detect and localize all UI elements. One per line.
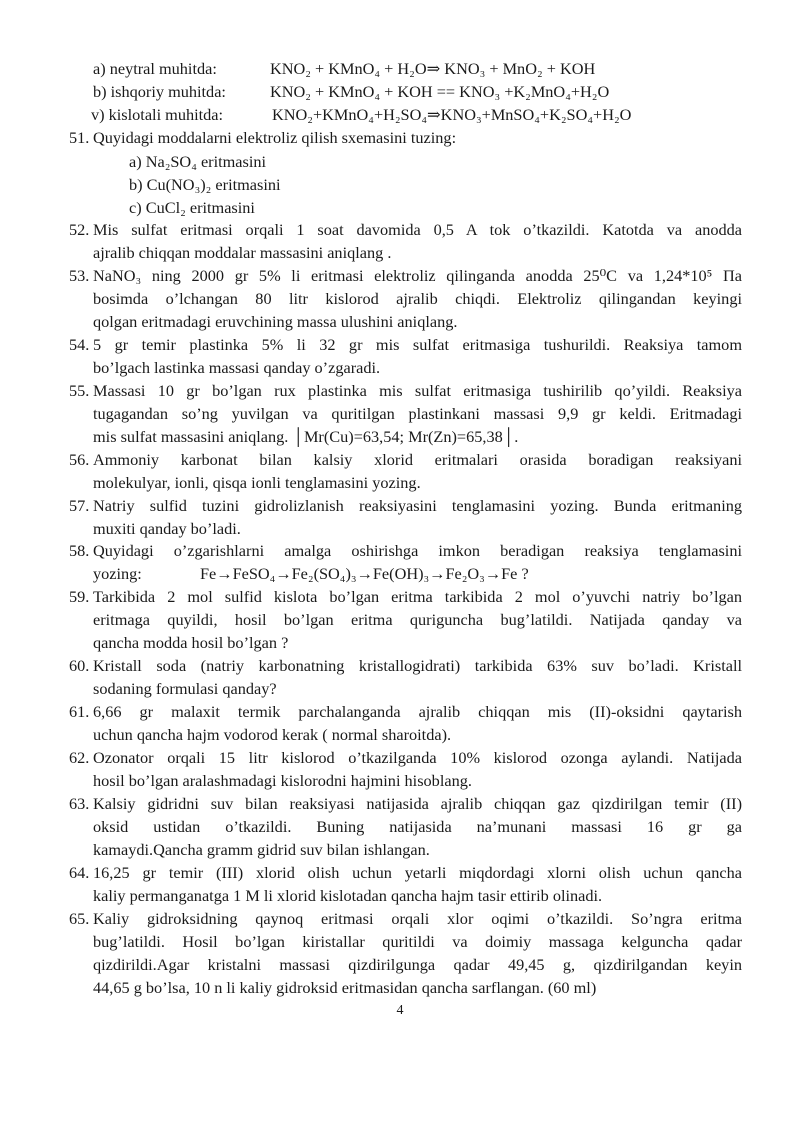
question-text: kamaydi.Qancha gramm gidrid suv bilan ishlangan.: [93, 840, 430, 859]
question-number: 51.: [69, 128, 90, 147]
question-text: Massasi 10 gr bo’lgan rux plastinka mis sulfat eritmasiga tushirilib qo’yildi. Reaksiya: [93, 381, 742, 400]
question-text: yozing:: [93, 564, 142, 583]
question-number: 58.: [69, 541, 90, 560]
question-text: Natriy sulfid tuzini gidrolizlanish reaksiyasini tenglamasini yozing. Bunda eritmaning: [93, 496, 742, 515]
question-number: 54.: [69, 335, 90, 354]
equation-text: KNO₂+KMnO₄+H₂SO₄⇒KNO₃+MnSO₄+K₂SO₄+H₂O: [272, 105, 632, 124]
question-number: 62.: [69, 748, 90, 767]
option-text: a) Na₂SO₄ eritmasini: [129, 152, 267, 171]
question-text: uchun qancha hajm vodorod kerak ( normal sharoitda).: [93, 725, 452, 744]
question-text: qolgan eritmadagi eruvchining massa ulushini aniqlang.: [93, 312, 458, 331]
equation-text: KNO₂ + KMnO₄ + KOH == KNO₃ +K₂MnO₄+H₂O: [270, 82, 610, 101]
question-number: 64.: [69, 863, 90, 882]
question-text: Ozonator orqali 15 litr kislorod o’tkazilganda 10% kislorod ozonga aylandi. Natijada: [93, 748, 742, 767]
question-text: Kristall soda (natriy karbonatning kristallogidrati) tarkibida 63% suv bo’ladi. Kristall: [93, 656, 742, 675]
question-text: 5 gr temir plastinka 5% li 32 gr mis sulfat eritmasiga tushurildi. Reaksiya tamom: [93, 335, 742, 354]
question-text: bo’lgach lastinka massasi qanday o’zgaradi.: [93, 358, 381, 377]
question-text: mis sulfat massasini aniqlang. │Mr(Cu)=63,54; Mr(Zn)=65,38│.: [93, 427, 519, 446]
question-text: Kalsiy gidridni suv bilan reaksiyasi natijasida ajralib chiqqan gaz qizdirilgan temir (II): [93, 794, 742, 813]
equation-label: b) ishqoriy muhitda:: [93, 82, 226, 101]
question-text: qizdirildi.Agar kristalni massasi qizdirilgunga qadar 49,45 g, qizdirilgandan keyin: [93, 955, 742, 974]
question-number: 65.: [69, 909, 90, 928]
question-text: eritmaga quyildi, hosil bo’lgan eritma quriguncha bug’latildi. Natijada qanday va: [93, 610, 742, 629]
question-text: kaliy permanganatga 1 M li xlorid kislotadan qancha hajm tasir ettirib olinadi.: [93, 886, 603, 905]
question-number: 52.: [69, 220, 90, 239]
question-text: qancha modda hosil bo’lgan ?: [93, 633, 289, 652]
question-text: Mis sulfat eritmasi orqali 1 soat davomida 0,5 A tok o’tkazildi. Katotda va anodda: [93, 220, 742, 239]
option-text: c) CuCl₂ eritmasini: [129, 198, 255, 217]
question-text: Quyidagi moddalarni elektroliz qilish sxemasini tuzing:: [93, 128, 457, 147]
question-number: 61.: [69, 702, 90, 721]
question-number: 53.: [69, 266, 90, 285]
equation-label: a) neytral muhitda:: [93, 59, 217, 78]
option-text: b) Cu(NO₃)₂ eritmasini: [129, 175, 281, 194]
question-text: 6,66 gr malaxit termik parchalanganda ajralib chiqqan mis (II)-oksidni qaytarish: [93, 702, 742, 721]
question-text: 16,25 gr temir (III) xlorid olish uchun yetarli miqdordagi xlorni olish uchun qancha: [93, 863, 742, 882]
question-number: 56.: [69, 450, 90, 469]
question-number: 60.: [69, 656, 90, 675]
question-number: 63.: [69, 794, 90, 813]
question-text: tugagandan so’ng yuvilgan va quritilgan plastinkani massasi 9,9 gr keldi. Eritmadagi: [93, 404, 742, 423]
question-number: 57.: [69, 496, 90, 515]
question-text: NaNO₃ ning 2000 gr 5% li eritmasi elektroliz qilinganda anodda 25⁰C va 1,24*10⁵ Па: [93, 266, 742, 285]
question-text: bosimda o’lchangan 80 litr kislorod ajralib chiqdi. Elektroliz qilingandan keyingi: [93, 289, 742, 308]
question-text: molekulyar, ionli, qisqa ionli tenglamasini yozing.: [93, 473, 421, 492]
equation-label: v) kislotali muhitda:: [91, 105, 224, 124]
question-text: Kaliy gidroksidning qaynoq eritmasi orqali xlor oqimi o’tkazildi. So’ngra eritma: [93, 909, 742, 928]
reaction-chain: Fe→FeSO₄→Fe₂(SO₄)₃→Fe(OH)₃→Fe₂O₃→Fe ?: [200, 564, 529, 583]
question-text: ajralib chiqqan moddalar massasini aniqlang .: [93, 243, 392, 262]
question-text: Tarkibida 2 mol sulfid kislota bo’lgan eritma tarkibida 2 mol o’yuvchi natriy bo’lgan: [93, 587, 742, 606]
question-number: 55.: [69, 381, 90, 400]
equation-text: KNO₂ + KMnO₄ + H₂O⇒ KNO₃ + MnO₂ + KOH: [270, 59, 596, 78]
question-text: muxiti qanday bo’ladi.: [93, 519, 241, 538]
page-number: 4: [396, 1003, 404, 1018]
question-number: 59.: [69, 587, 90, 606]
question-text: 44,65 g bo’lsa, 10 n li kaliy gidroksid eritmasidan qancha sarflangan. (60 ml): [93, 978, 597, 997]
question-text: oksid ustidan o’tkazildi. Buning natijasida na’munani massasi 16 gr ga: [93, 817, 742, 836]
question-text: Ammoniy karbonat bilan kalsiy xlorid eritmalari orasida boradigan reaksiyani: [93, 450, 742, 469]
question-text: Quyidagi o’zgarishlarni amalga oshirishga imkon beradigan reaksiya tenglamasini: [93, 541, 742, 560]
question-text: hosil bo’lgan aralashmadagi kislorodni hajmini hisoblang.: [93, 771, 472, 790]
question-text: sodaning formulasi qanday?: [93, 679, 277, 698]
question-text: bug’latildi. Hosil bo’lgan kiristallar quritildi va doimiy massaga kelguncha qadar: [93, 932, 742, 951]
